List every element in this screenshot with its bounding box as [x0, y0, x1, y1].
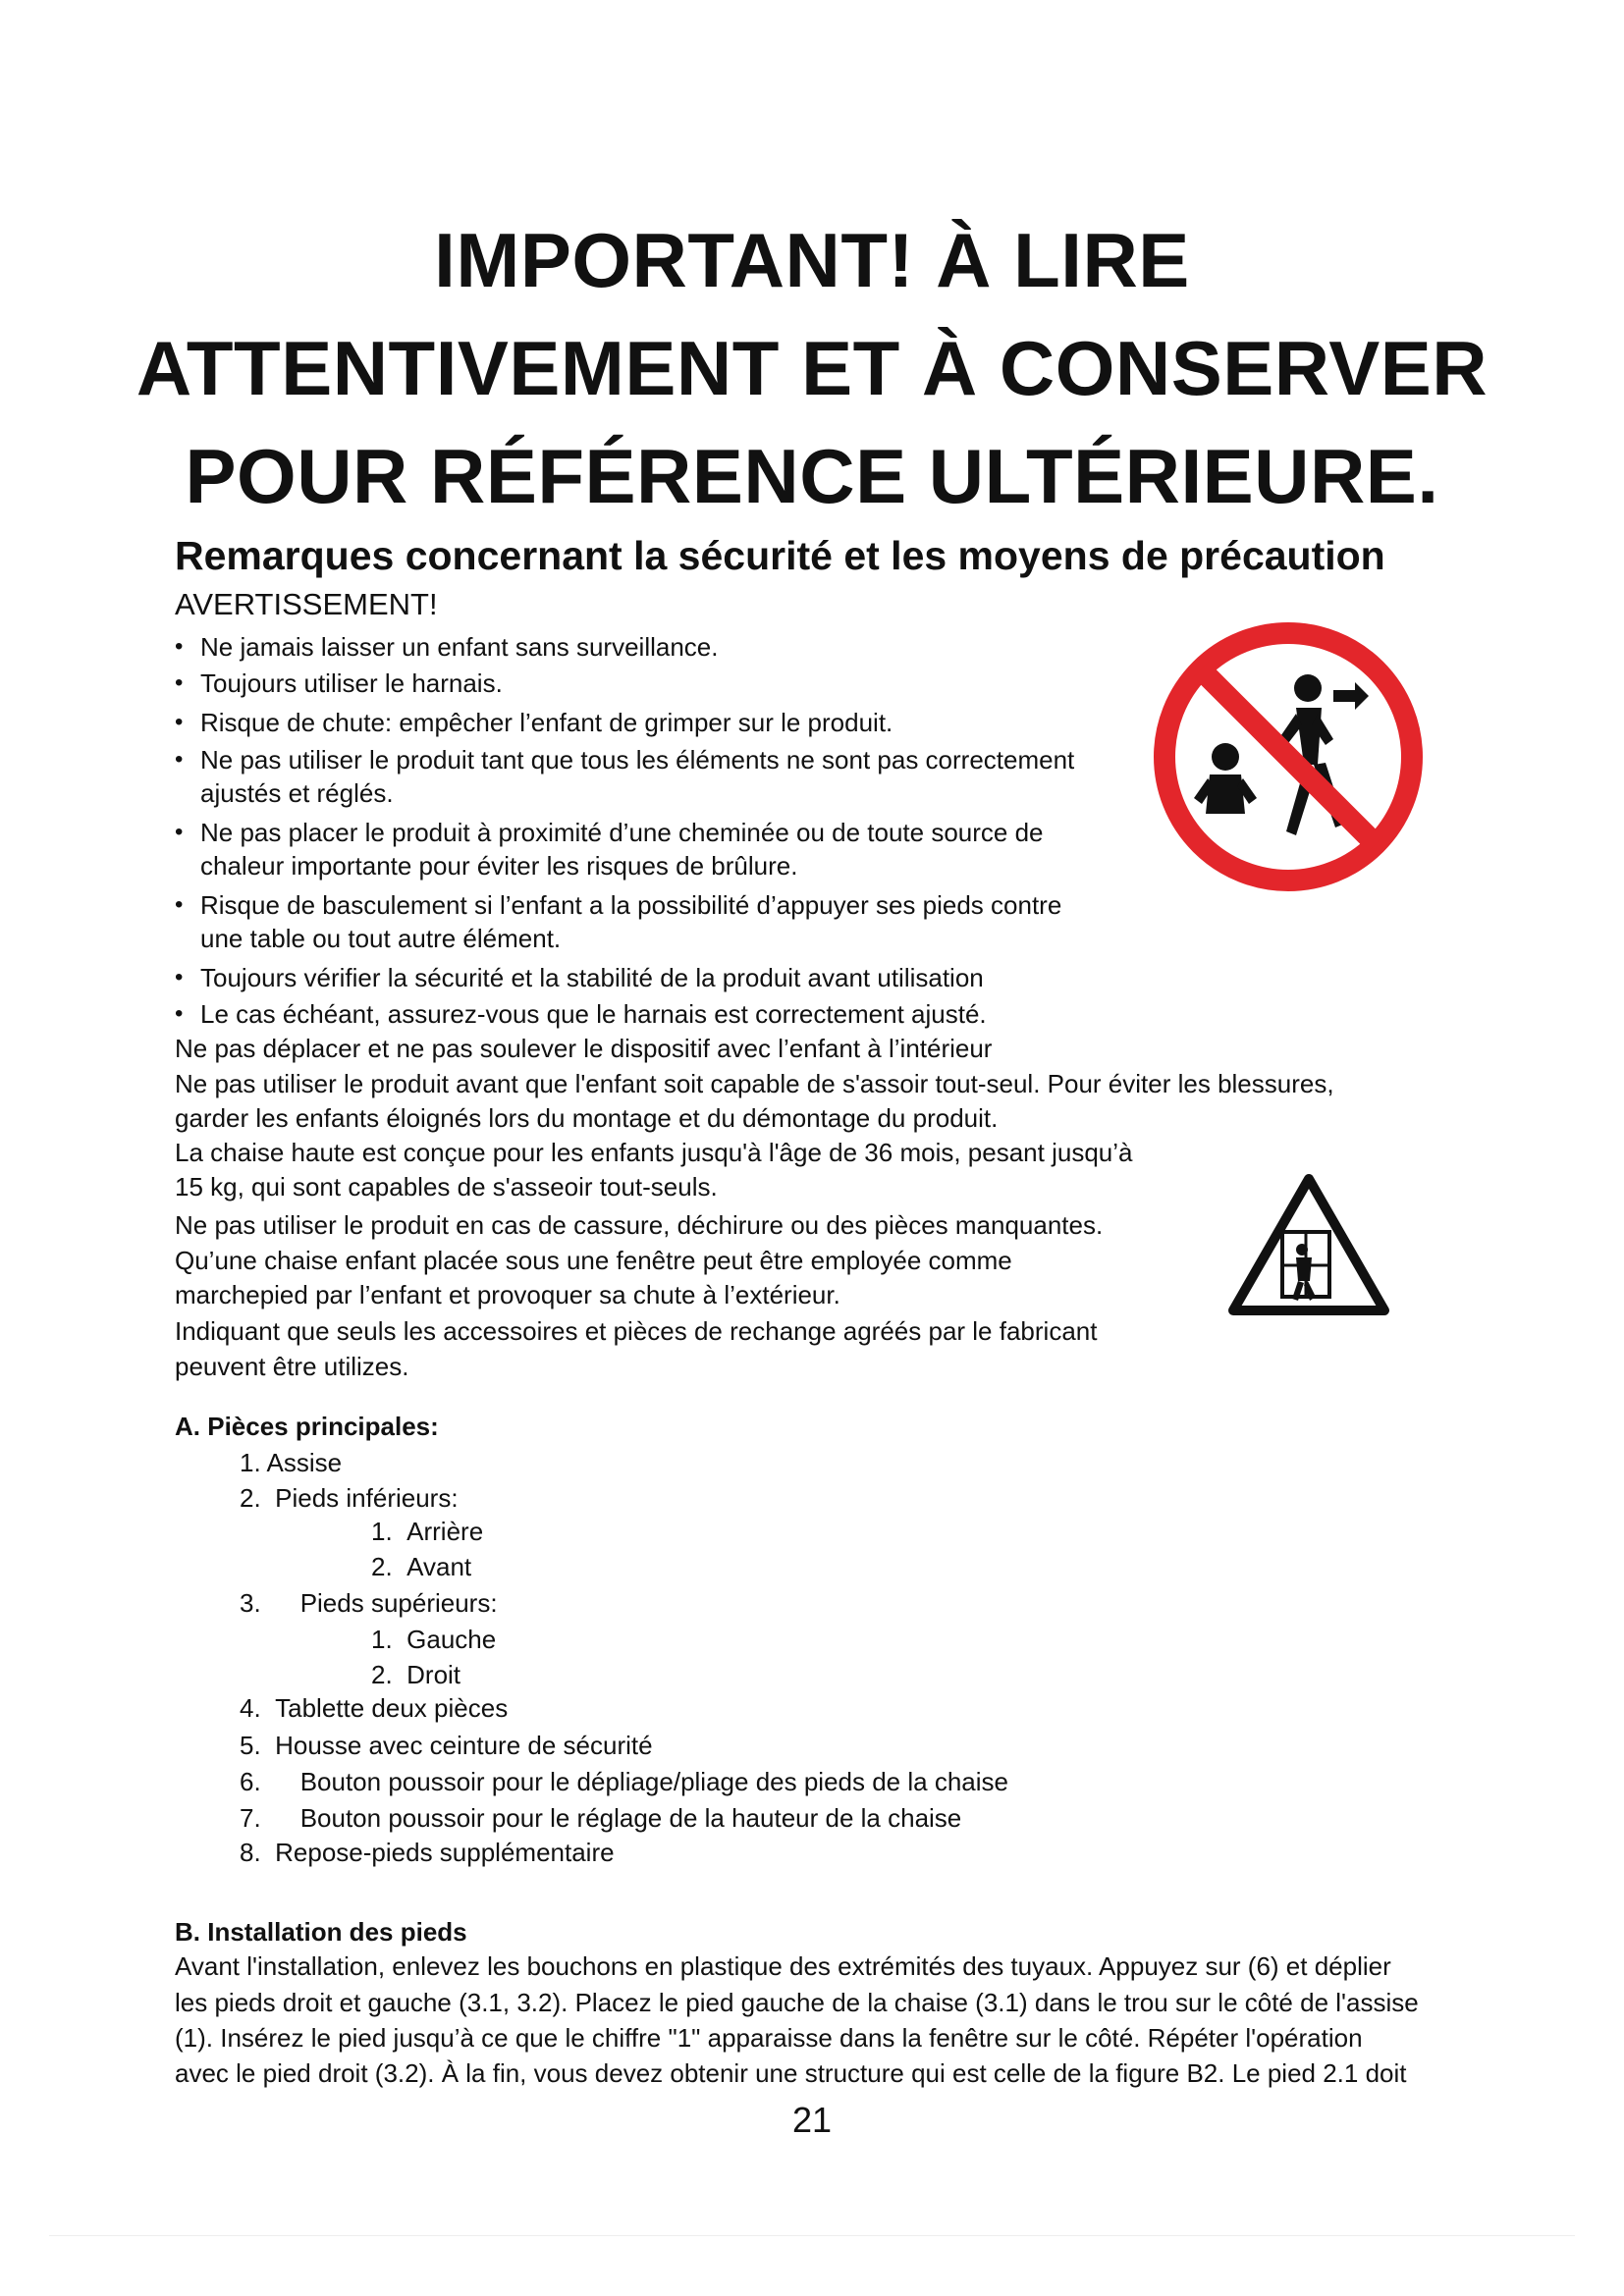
paragraph-line: 15 kg, qui sont capables de s'asseoir tout-seuls.: [175, 1172, 718, 1201]
paragraph-line: Ne pas utiliser le produit en cas de cassure, déchirure ou des pièces manquantes.: [175, 1210, 1104, 1240]
paragraph-line: peuvent être utilizes.: [175, 1352, 409, 1381]
parts-sublist-item: 1. Gauche: [371, 1625, 497, 1654]
parts-list-item: 1. Assise: [240, 1448, 343, 1477]
warning-label: AVERTISSEMENT!: [175, 587, 438, 621]
paragraph-line: Ne pas déplacer et ne pas soulever le dispositif avec l’enfant à l’intérieur: [175, 1034, 993, 1063]
parts-list-item: 6. Bouton poussoir pour le dépliage/pliage des pieds de la chaise: [240, 1767, 1008, 1796]
fall-from-window-warning-icon: [1225, 1171, 1392, 1318]
page-title-line-1: IMPORTANT! À LIRE: [434, 217, 1190, 303]
parts-list-item: 5. Housse avec ceinture de sécurité: [240, 1731, 653, 1760]
paragraph-line: Ne pas utiliser le produit avant que l'enfant soit capable de s'assoir tout-seul. Pour éviter les blessures,: [175, 1069, 1334, 1098]
parts-heading: A. Pièces principales:: [175, 1412, 439, 1441]
paragraph-line: marchepied par l’enfant et provoquer sa chute à l’extérieur.: [175, 1280, 840, 1309]
page-number: 21: [791, 2100, 833, 2140]
page-title-line-2: ATTENTIVEMENT ET À CONSERVER: [135, 325, 1489, 411]
parts-sublist-item: 2. Avant: [371, 1552, 472, 1581]
paragraph-line: Qu’une chaise enfant placée sous une fenêtre peut être employée comme: [175, 1246, 1012, 1275]
installation-line: avec le pied droit (3.2). À la fin, vous devez obtenir une structure qui est celle de la figure B2. Le pied 2.1 doit: [175, 2058, 1407, 2088]
parts-sublist-item: 2. Droit: [371, 1660, 461, 1689]
safety-section-heading: Remarques concernant la sécurité et les moyens de précaution: [175, 533, 1385, 578]
page-title-line-3: POUR RÉFÉRENCE ULTÉRIEURE.: [185, 433, 1439, 519]
page-divider: [49, 2235, 1575, 2236]
parts-list-item: 2. Pieds inférieurs:: [240, 1483, 459, 1513]
parts-list-item: 4. Tablette deux pièces: [240, 1693, 509, 1723]
installation-heading: B. Installation des pieds: [175, 1917, 467, 1947]
parts-list-item: 3. Pieds supérieurs:: [240, 1588, 498, 1618]
installation-line: les pieds droit et gauche (3.1, 3.2). Placez le pied gauche de la chaise (3.1) dans le trou sur le côté de l'assise: [175, 1988, 1419, 2017]
paragraph-line: La chaise haute est conçue pour les enfants jusqu'à l'âge de 36 mois, pesant jusqu’à: [175, 1138, 1133, 1167]
no-children-prohibition-icon: [1149, 617, 1428, 896]
parts-sublist-item: 1. Arrière: [371, 1517, 484, 1546]
installation-line: (1). Insérez le pied jusqu’à ce que le chiffre "1" apparaisse dans la fenêtre sur le côté. Répéter l'opération: [175, 2023, 1363, 2053]
installation-line: Avant l'installation, enlevez les bouchons en plastique des extrémités des tuyaux. Appuyez sur (6) et déplier: [175, 1951, 1391, 1981]
paragraph-line: garder les enfants éloignés lors du montage et du démontage du produit.: [175, 1103, 999, 1133]
paragraph-line: Indiquant que seuls les accessoires et pièces de rechange agréés par le fabricant: [175, 1316, 1098, 1346]
parts-list-item: 8. Repose-pieds supplémentaire: [240, 1838, 615, 1867]
manual-page: IMPORTANT! À LIRE ATTENTIVEMENT ET À CONSERVER POUR RÉFÉRENCE ULTÉRIEURE. Remarques concernant la sécurité et les moyens de précaution AVERTISSEMENT! • Ne jamais laisser un enfant sans surveillance. • Toujours utiliser le harnais. • Risque de chute: empêcher l’enfant de grimper sur le produit. • Ne pas utiliser le produit tant que tous les éléments ne sont pas correctement ajustés et réglés. • Ne pas placer le produit à proximité d’une cheminée ou de toute source de chaleur importante pour éviter les risques de brûlure. • Risque de basculement si l’enfant a la possibilité d’appuyer ses pieds contre une table ou tout autre élément. • Toujours vérifier la sécurité et la stabilité de la produit avant utilisation • Le cas échéant, assurez-vous que le harnais est correctement ajusté. Ne pas déplacer et ne pas soulever le dispositif avec l’enfant à l’intérieur Ne pas utiliser le produit avant que l'enfant soit capable de s'assoir tout-seul. Pour éviter les blessures, garder les enfants éloignés lors du montage et du démontage du produit. La chaise haute est conçue pour les enfants jusqu'à l'âge de 36 mois, pesant jusqu’à 15 kg, qui sont capables de s'asseoir tout-seuls. Ne pas utiliser le produit en cas de cassure, déchirure ou des pièces manquantes. Qu’une chaise enfant placée sous une fenêtre peut être employée comme marchepied par l’enfant et provoquer sa chute à l’extérieur. Indiquant que seuls les accessoires et pièces de rechange agréés par le fabricant peuvent être utilizes. A. Pièces principales: 1. Assise 2. Pieds inférieurs: 1. Arrière 2. Avant 3. Pieds supérieurs: 1. Gauche 2. Droit 4. Tablette deux pièces 5. Housse avec ceinture de sécurité 6. Bouton poussoir pour le dépliage/pliage des pieds de la chaise 7. Bouton poussoir pour le réglage de la hauteur de la chaise 8. Repose-pieds supplémentaire B. Installation des pieds Avant l'installation, enlevez les bouchons en plastique des extrémités des tuyaux. Appuyez sur (6) et déplier les pieds droit et gauche (3.1, 3.2). Placez le pied gauche de la chaise (3.1) dans le trou sur le côté de l'assise (1). Insérez le pied jusqu’à ce que le chiffre "1" apparaisse dans la fenêtre sur le côté. Répéter l'opération avec le pied droit (3.2). À la fin, vous devez obtenir une structure qui est celle de la figure B2. Le pied 2.1 doit 21: [0, 0, 1624, 2296]
parts-list-item: 7. Bouton poussoir pour le réglage de la hauteur de la chaise: [240, 1803, 962, 1833]
